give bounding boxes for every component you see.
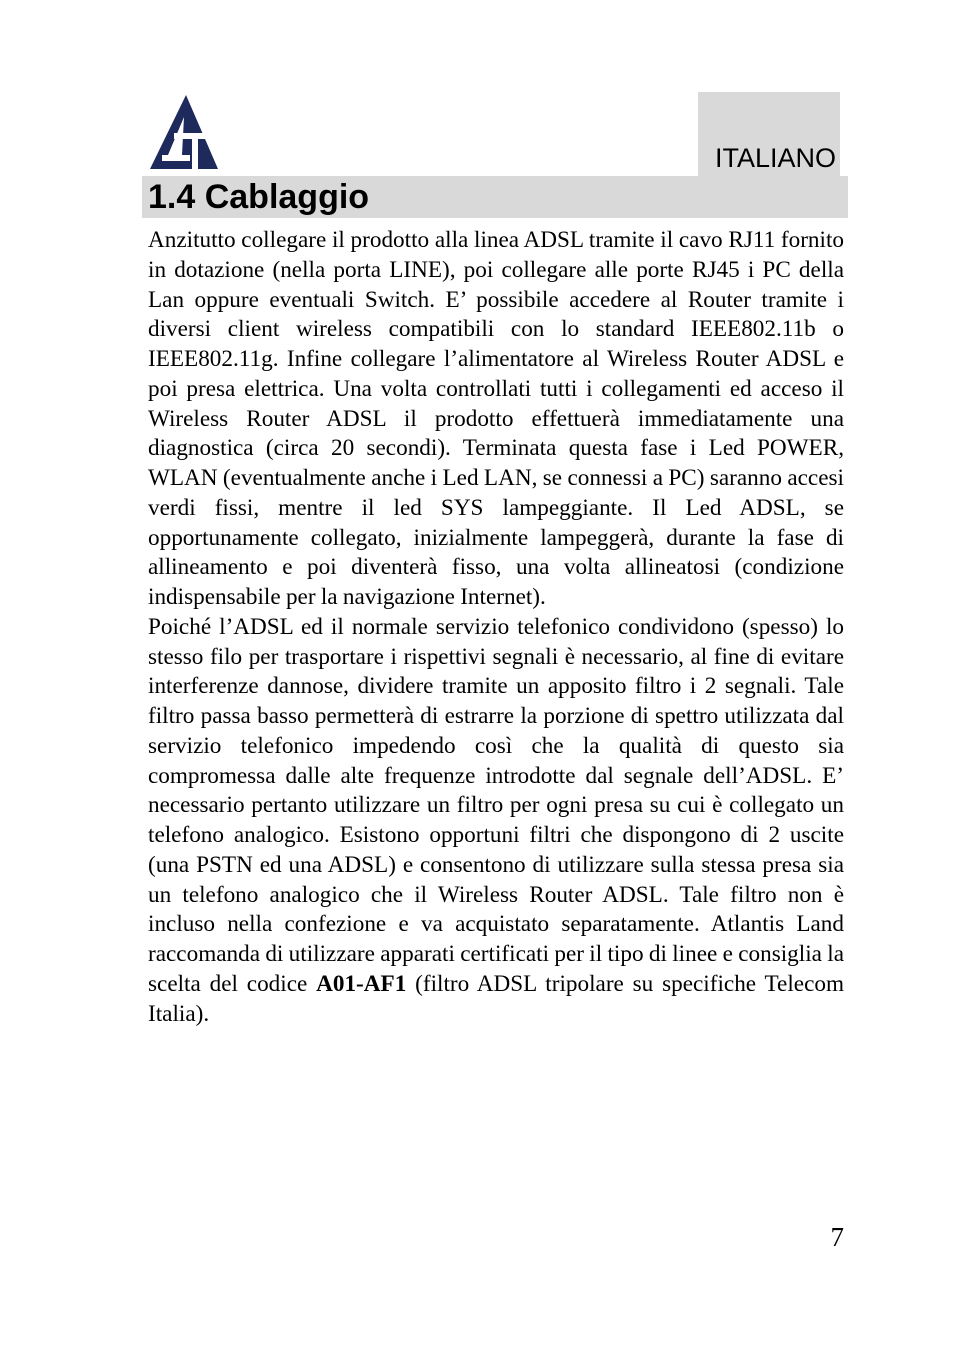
body-text (148, 226, 844, 1029)
paragraph-filter-text: Poiché l’ADSL ed il normale servizio telefonico condividono (spesso) lo stesso filo per trasportare i rispettivi segnali è necessario, al fine di evitare interferenze dannose, dividere tramite un apposito filtro i 2 segnali. Tale filtro passa basso permetterà di estrarre la porzione di spettro utilizzata dal servizio telefonico impedendo così che la qualità di questo sia compromessa dalle alte frequenze introdotte dal segnale dell’ADSL. E’ necessario pertanto utilizzare un filtro per ogni presa su cui è collegato un telefono analogico. Esistono opportuni filtri che dispongono di 2 uscite (una PSTN ed una ADSL) e consentono di utilizzare sulla stessa presa sia un telefono analogico che il Wireless Router ADSL. Tale filtro non è incluso nella confezione e va acquistato separatamente. Atlantis Land raccomanda di utilizzare apparati certificati per il tipo di linee e consiglia la scelta del codice (148, 613, 844, 997)
language-tab (698, 92, 840, 176)
section-title-bar (142, 176, 848, 218)
filter-product-code: A01-AF1 (316, 970, 407, 997)
section-title: 1.4 Cablaggio (148, 178, 370, 216)
language-label: ITALIANO (714, 143, 836, 173)
atlantis-land-logo-icon (148, 93, 220, 171)
paragraph-filter (148, 613, 844, 1030)
page-number: 7 (830, 1222, 844, 1252)
paragraph-cabling: Anzitutto collegare il prodotto alla linea ADSL tramite il cavo RJ11 fornito in dotazione (nella porta LINE), poi collegare alle porte RJ45 i PC della Lan oppure eventuali Switch. E’ possibile accedere al Router tramite i diversi client wireless compatibili con lo standard IEEE802.11b o IEEE802.11g. Infine collegare l’alimentatore al Wireless Router ADSL e poi presa elettrica. Una volta controllati tutti i collegamenti ed acceso il Wireless Router ADSL il prodotto effettuerà immediatamente una diagnostica (circa 20 secondi). Terminata questa fase i Led POWER, WLAN (eventualmente anche i Led LAN, se connessi a PC) saranno accesi verdi fissi, mentre il led SYS lampeggiante. Il Led ADSL, se opportunamente collegato, inizialmente lampeggerà, durante la fase di allineamento e poi diventerà fisso, una volta allineatosi (condizione indispensabile per la navigazione Internet). (148, 227, 844, 610)
paragraph-filter-tail: (filtro ADSL tripolare su specifiche Telecom Italia). (148, 970, 844, 1027)
